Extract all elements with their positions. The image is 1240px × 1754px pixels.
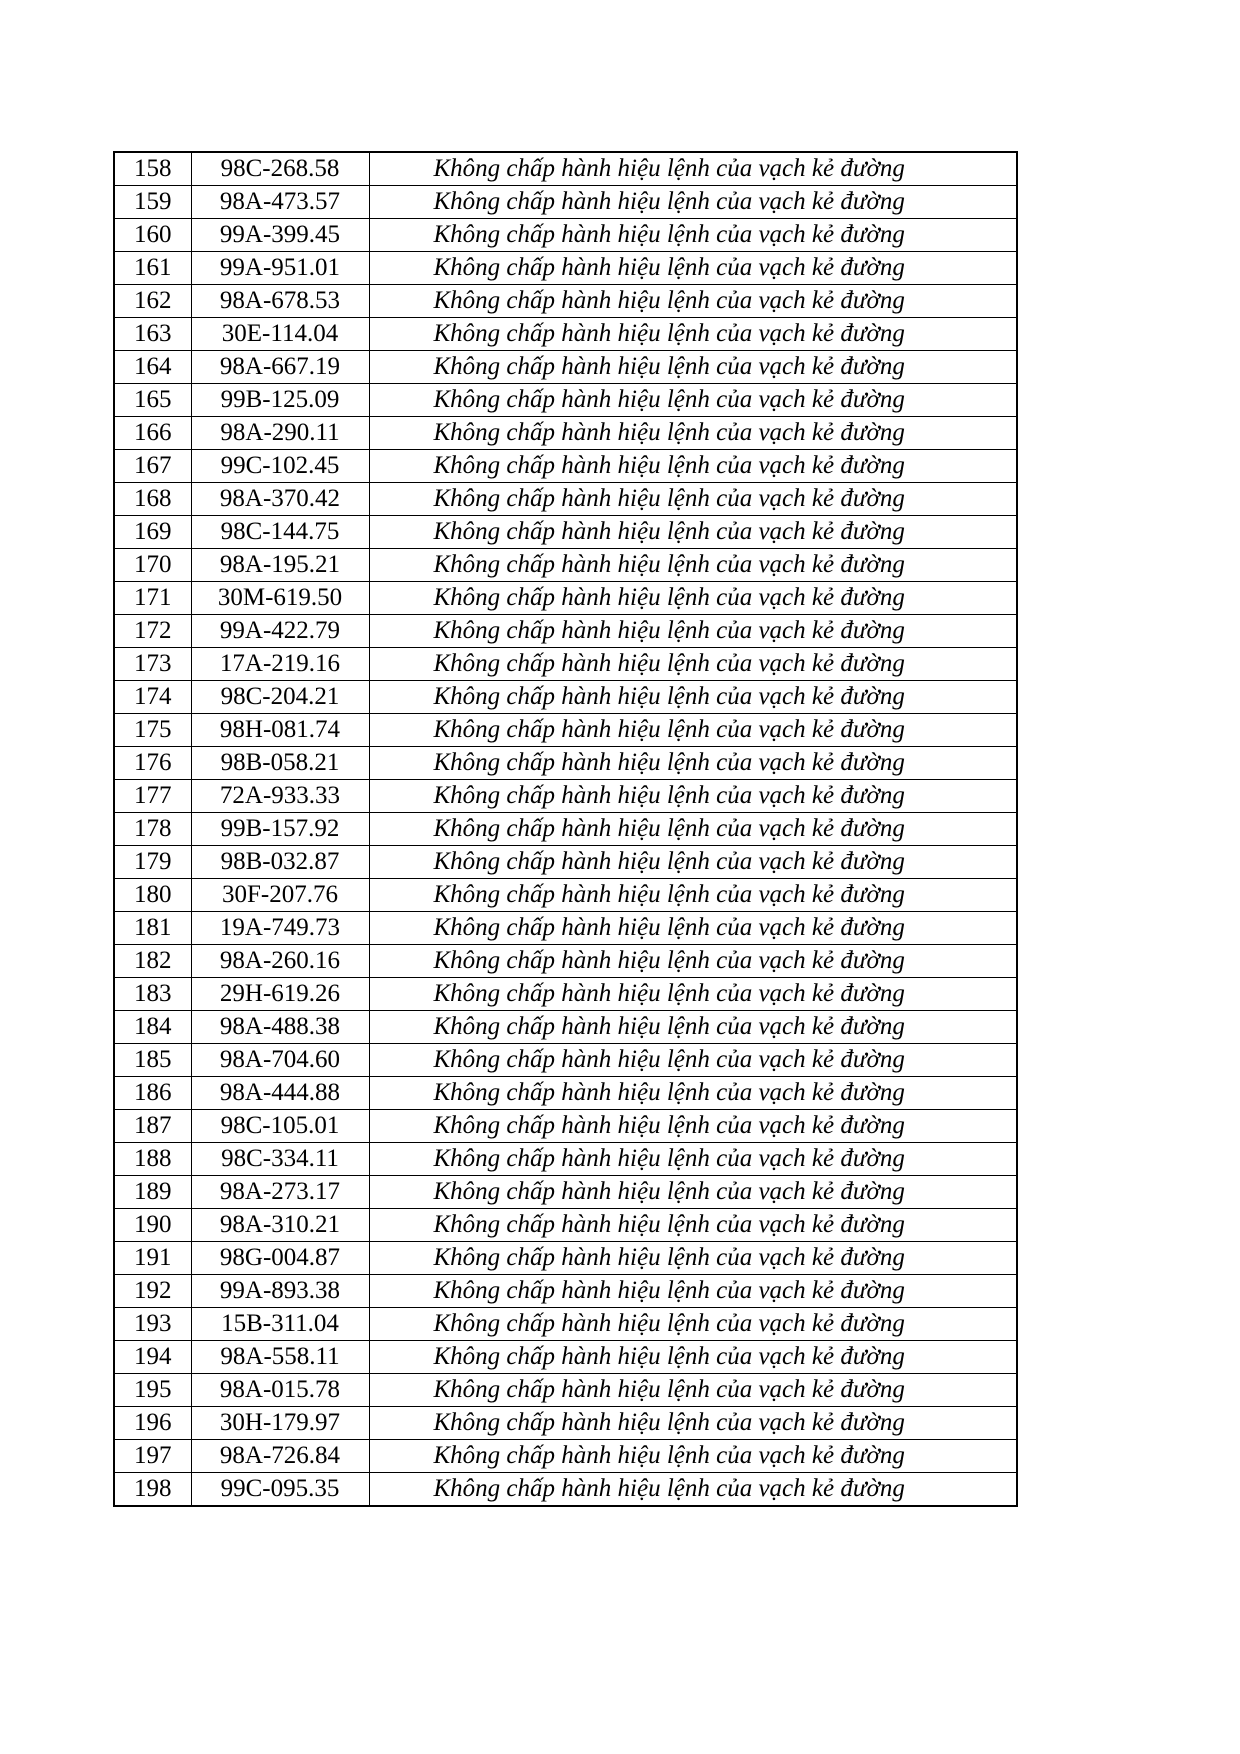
violation-cell: Không chấp hành hiệu lệnh của vạch kẻ đường bbox=[369, 1440, 1017, 1473]
row-number-cell: 158 bbox=[114, 152, 191, 186]
license-plate-cell: 98C-144.75 bbox=[191, 516, 369, 549]
table-row bbox=[114, 1077, 1017, 1110]
license-plate-cell: 30E-114.04 bbox=[191, 318, 369, 351]
license-plate-cell: 98G-004.87 bbox=[191, 1242, 369, 1275]
table-row bbox=[114, 747, 1017, 780]
license-plate-cell: 99A-893.38 bbox=[191, 1275, 369, 1308]
license-plate-cell: 98B-058.21 bbox=[191, 747, 369, 780]
violation-cell: Không chấp hành hiệu lệnh của vạch kẻ đường bbox=[369, 219, 1017, 252]
row-number-cell: 184 bbox=[114, 1011, 191, 1044]
table-row bbox=[114, 978, 1017, 1011]
row-number-cell: 191 bbox=[114, 1242, 191, 1275]
row-number-cell: 181 bbox=[114, 912, 191, 945]
violation-cell: Không chấp hành hiệu lệnh của vạch kẻ đường bbox=[369, 318, 1017, 351]
row-number-cell: 161 bbox=[114, 252, 191, 285]
violation-cell: Không chấp hành hiệu lệnh của vạch kẻ đường bbox=[369, 615, 1017, 648]
table-row bbox=[114, 252, 1017, 285]
violation-cell: Không chấp hành hiệu lệnh của vạch kẻ đường bbox=[369, 1473, 1017, 1507]
row-number-cell: 194 bbox=[114, 1341, 191, 1374]
table-row bbox=[114, 1011, 1017, 1044]
row-number-cell: 162 bbox=[114, 285, 191, 318]
row-number-cell: 165 bbox=[114, 384, 191, 417]
row-number-cell: 196 bbox=[114, 1407, 191, 1440]
license-plate-cell: 98B-032.87 bbox=[191, 846, 369, 879]
row-number-cell: 178 bbox=[114, 813, 191, 846]
license-plate-cell: 98C-204.21 bbox=[191, 681, 369, 714]
license-plate-cell: 98A-273.17 bbox=[191, 1176, 369, 1209]
violation-cell: Không chấp hành hiệu lệnh của vạch kẻ đường bbox=[369, 978, 1017, 1011]
table-row bbox=[114, 450, 1017, 483]
table-row bbox=[114, 186, 1017, 219]
table-row bbox=[114, 549, 1017, 582]
row-number-cell: 170 bbox=[114, 549, 191, 582]
table-row bbox=[114, 1275, 1017, 1308]
row-number-cell: 168 bbox=[114, 483, 191, 516]
violation-cell: Không chấp hành hiệu lệnh của vạch kẻ đường bbox=[369, 1374, 1017, 1407]
license-plate-cell: 98A-488.38 bbox=[191, 1011, 369, 1044]
row-number-cell: 164 bbox=[114, 351, 191, 384]
license-plate-cell: 98A-444.88 bbox=[191, 1077, 369, 1110]
row-number-cell: 177 bbox=[114, 780, 191, 813]
row-number-cell: 197 bbox=[114, 1440, 191, 1473]
license-plate-cell: 29H-619.26 bbox=[191, 978, 369, 1011]
violation-cell: Không chấp hành hiệu lệnh của vạch kẻ đường bbox=[369, 152, 1017, 186]
license-plate-cell: 99B-125.09 bbox=[191, 384, 369, 417]
row-number-cell: 166 bbox=[114, 417, 191, 450]
violation-cell: Không chấp hành hiệu lệnh của vạch kẻ đường bbox=[369, 549, 1017, 582]
violation-cell: Không chấp hành hiệu lệnh của vạch kẻ đường bbox=[369, 450, 1017, 483]
table-row bbox=[114, 1440, 1017, 1473]
table-row bbox=[114, 681, 1017, 714]
violation-cell: Không chấp hành hiệu lệnh của vạch kẻ đường bbox=[369, 516, 1017, 549]
violation-cell: Không chấp hành hiệu lệnh của vạch kẻ đường bbox=[369, 417, 1017, 450]
table-row bbox=[114, 813, 1017, 846]
violation-cell: Không chấp hành hiệu lệnh của vạch kẻ đường bbox=[369, 1110, 1017, 1143]
violation-cell: Không chấp hành hiệu lệnh của vạch kẻ đường bbox=[369, 1176, 1017, 1209]
violation-cell: Không chấp hành hiệu lệnh của vạch kẻ đường bbox=[369, 1275, 1017, 1308]
violation-cell: Không chấp hành hiệu lệnh của vạch kẻ đường bbox=[369, 483, 1017, 516]
license-plate-cell: 17A-219.16 bbox=[191, 648, 369, 681]
violation-cell: Không chấp hành hiệu lệnh của vạch kẻ đường bbox=[369, 186, 1017, 219]
table-row bbox=[114, 351, 1017, 384]
row-number-cell: 180 bbox=[114, 879, 191, 912]
license-plate-cell: 98A-195.21 bbox=[191, 549, 369, 582]
table-row bbox=[114, 1209, 1017, 1242]
table-row bbox=[114, 615, 1017, 648]
row-number-cell: 185 bbox=[114, 1044, 191, 1077]
violation-cell: Không chấp hành hiệu lệnh của vạch kẻ đường bbox=[369, 1407, 1017, 1440]
violation-cell: Không chấp hành hiệu lệnh của vạch kẻ đường bbox=[369, 384, 1017, 417]
table-row bbox=[114, 582, 1017, 615]
row-number-cell: 176 bbox=[114, 747, 191, 780]
violation-cell: Không chấp hành hiệu lệnh của vạch kẻ đường bbox=[369, 1341, 1017, 1374]
violation-cell: Không chấp hành hiệu lệnh của vạch kẻ đường bbox=[369, 813, 1017, 846]
table-row bbox=[114, 912, 1017, 945]
row-number-cell: 175 bbox=[114, 714, 191, 747]
row-number-cell: 187 bbox=[114, 1110, 191, 1143]
license-plate-cell: 98C-105.01 bbox=[191, 1110, 369, 1143]
violation-cell: Không chấp hành hiệu lệnh của vạch kẻ đường bbox=[369, 1308, 1017, 1341]
violation-cell: Không chấp hành hiệu lệnh của vạch kẻ đường bbox=[369, 780, 1017, 813]
table-row bbox=[114, 384, 1017, 417]
row-number-cell: 182 bbox=[114, 945, 191, 978]
license-plate-cell: 15B-311.04 bbox=[191, 1308, 369, 1341]
license-plate-cell: 98A-678.53 bbox=[191, 285, 369, 318]
row-number-cell: 193 bbox=[114, 1308, 191, 1341]
row-number-cell: 183 bbox=[114, 978, 191, 1011]
license-plate-cell: 98A-667.19 bbox=[191, 351, 369, 384]
license-plate-cell: 99A-951.01 bbox=[191, 252, 369, 285]
table-row bbox=[114, 1044, 1017, 1077]
violation-cell: Không chấp hành hiệu lệnh của vạch kẻ đường bbox=[369, 285, 1017, 318]
table-row bbox=[114, 1308, 1017, 1341]
row-number-cell: 163 bbox=[114, 318, 191, 351]
row-number-cell: 198 bbox=[114, 1473, 191, 1507]
table-row bbox=[114, 1110, 1017, 1143]
license-plate-cell: 30H-179.97 bbox=[191, 1407, 369, 1440]
row-number-cell: 160 bbox=[114, 219, 191, 252]
license-plate-cell: 98A-015.78 bbox=[191, 1374, 369, 1407]
violation-cell: Không chấp hành hiệu lệnh của vạch kẻ đường bbox=[369, 648, 1017, 681]
violations-table-body bbox=[114, 152, 1017, 1506]
row-number-cell: 186 bbox=[114, 1077, 191, 1110]
violation-cell: Không chấp hành hiệu lệnh của vạch kẻ đường bbox=[369, 846, 1017, 879]
row-number-cell: 179 bbox=[114, 846, 191, 879]
violation-cell: Không chấp hành hiệu lệnh của vạch kẻ đường bbox=[369, 681, 1017, 714]
table-row bbox=[114, 1473, 1017, 1507]
row-number-cell: 188 bbox=[114, 1143, 191, 1176]
license-plate-cell: 98A-704.60 bbox=[191, 1044, 369, 1077]
violation-cell: Không chấp hành hiệu lệnh của vạch kẻ đường bbox=[369, 1044, 1017, 1077]
row-number-cell: 195 bbox=[114, 1374, 191, 1407]
violation-cell: Không chấp hành hiệu lệnh của vạch kẻ đường bbox=[369, 582, 1017, 615]
license-plate-cell: 98C-268.58 bbox=[191, 152, 369, 186]
row-number-cell: 171 bbox=[114, 582, 191, 615]
license-plate-cell: 98A-260.16 bbox=[191, 945, 369, 978]
license-plate-cell: 30F-207.76 bbox=[191, 879, 369, 912]
row-number-cell: 172 bbox=[114, 615, 191, 648]
violation-cell: Không chấp hành hiệu lệnh của vạch kẻ đường bbox=[369, 912, 1017, 945]
violation-cell: Không chấp hành hiệu lệnh của vạch kẻ đường bbox=[369, 1143, 1017, 1176]
license-plate-cell: 98C-334.11 bbox=[191, 1143, 369, 1176]
table-row bbox=[114, 1242, 1017, 1275]
violation-cell: Không chấp hành hiệu lệnh của vạch kẻ đường bbox=[369, 1209, 1017, 1242]
violation-cell: Không chấp hành hiệu lệnh của vạch kẻ đường bbox=[369, 1011, 1017, 1044]
license-plate-cell: 98A-370.42 bbox=[191, 483, 369, 516]
table-row bbox=[114, 1176, 1017, 1209]
table-row bbox=[114, 1407, 1017, 1440]
violation-cell: Không chấp hành hiệu lệnh của vạch kẻ đường bbox=[369, 1077, 1017, 1110]
table-row bbox=[114, 714, 1017, 747]
license-plate-cell: 99C-102.45 bbox=[191, 450, 369, 483]
row-number-cell: 174 bbox=[114, 681, 191, 714]
violation-cell: Không chấp hành hiệu lệnh của vạch kẻ đường bbox=[369, 351, 1017, 384]
license-plate-cell: 98A-558.11 bbox=[191, 1341, 369, 1374]
license-plate-cell: 72A-933.33 bbox=[191, 780, 369, 813]
violations-table bbox=[113, 151, 1018, 1507]
license-plate-cell: 98A-473.57 bbox=[191, 186, 369, 219]
table-row bbox=[114, 1341, 1017, 1374]
row-number-cell: 159 bbox=[114, 186, 191, 219]
table-row bbox=[114, 285, 1017, 318]
license-plate-cell: 19A-749.73 bbox=[191, 912, 369, 945]
license-plate-cell: 99A-399.45 bbox=[191, 219, 369, 252]
table-row bbox=[114, 648, 1017, 681]
license-plate-cell: 30M-619.50 bbox=[191, 582, 369, 615]
table-row bbox=[114, 483, 1017, 516]
table-row bbox=[114, 219, 1017, 252]
table-row bbox=[114, 516, 1017, 549]
violation-cell: Không chấp hành hiệu lệnh của vạch kẻ đường bbox=[369, 945, 1017, 978]
license-plate-cell: 98H-081.74 bbox=[191, 714, 369, 747]
license-plate-cell: 99C-095.35 bbox=[191, 1473, 369, 1507]
table-row bbox=[114, 780, 1017, 813]
violation-cell: Không chấp hành hiệu lệnh của vạch kẻ đường bbox=[369, 252, 1017, 285]
row-number-cell: 190 bbox=[114, 1209, 191, 1242]
license-plate-cell: 99A-422.79 bbox=[191, 615, 369, 648]
license-plate-cell: 98A-726.84 bbox=[191, 1440, 369, 1473]
row-number-cell: 169 bbox=[114, 516, 191, 549]
license-plate-cell: 98A-310.21 bbox=[191, 1209, 369, 1242]
table-row bbox=[114, 417, 1017, 450]
row-number-cell: 167 bbox=[114, 450, 191, 483]
license-plate-cell: 99B-157.92 bbox=[191, 813, 369, 846]
table-row bbox=[114, 1374, 1017, 1407]
table-row bbox=[114, 318, 1017, 351]
violation-cell: Không chấp hành hiệu lệnh của vạch kẻ đường bbox=[369, 1242, 1017, 1275]
row-number-cell: 189 bbox=[114, 1176, 191, 1209]
violation-cell: Không chấp hành hiệu lệnh của vạch kẻ đường bbox=[369, 879, 1017, 912]
table-row bbox=[114, 879, 1017, 912]
table-row bbox=[114, 945, 1017, 978]
row-number-cell: 173 bbox=[114, 648, 191, 681]
violation-cell: Không chấp hành hiệu lệnh của vạch kẻ đường bbox=[369, 747, 1017, 780]
license-plate-cell: 98A-290.11 bbox=[191, 417, 369, 450]
table-row bbox=[114, 152, 1017, 186]
table-row bbox=[114, 846, 1017, 879]
table-row bbox=[114, 1143, 1017, 1176]
row-number-cell: 192 bbox=[114, 1275, 191, 1308]
violation-cell: Không chấp hành hiệu lệnh của vạch kẻ đường bbox=[369, 714, 1017, 747]
